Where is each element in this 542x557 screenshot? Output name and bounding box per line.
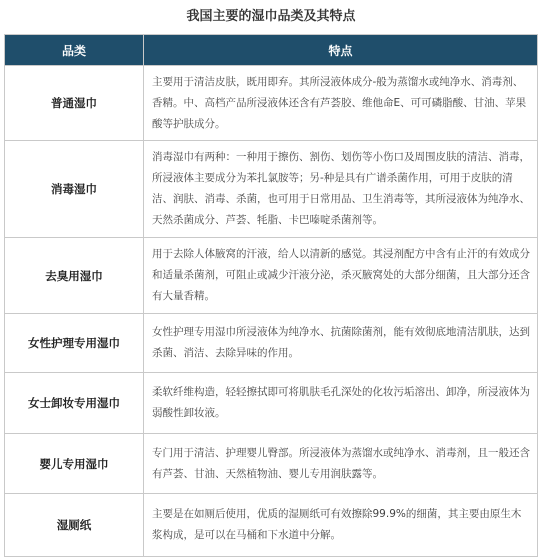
- description-cell: 主要用于清洁皮肤，既用即弃。其所浸液体成分-般为蒸馏水或纯净水、消毒剂、香精。中、高档产品所浸液体还含有芦荟胶、维他命E、可可磷脂酸、甘油、苹果酸等护肤成分。: [144, 66, 538, 141]
- header-row: [5, 35, 538, 66]
- table-row: [5, 494, 538, 557]
- header-features: 特点: [144, 35, 538, 66]
- category-cell: 女士卸妆专用湿巾: [5, 373, 144, 434]
- table-title: 我国主要的湿巾品类及其特点: [186, 9, 356, 24]
- category-cell: 普通湿巾: [5, 66, 144, 141]
- description-cell: 消毒湿巾有两种：一种用于擦伤、割伤、划伤等小伤口及周围皮肤的清洁、消毒，所浸液体主要成分为苯扎氯胺等；另-种是具有广谱杀菌作用，可用于皮肤的清洁、润肤、消毒、杀菌，也可用于日常用品、卫生消毒等，其所浸液体为纯净水、天然杀菌成分、芦荟、牦脂、卡巴嗪啶杀菌剂等。: [144, 141, 538, 238]
- description-cell: 用于去除人体腋窝的汗液，给人以清新的感觉。其浸剂配方中含有止汗的有效成分和适量杀菌剂，可阻止或减少汗液分泌，杀灭腋窝处的大部分细菌，且大部分还含有大量香精。: [144, 238, 538, 314]
- table-row: [5, 141, 538, 238]
- category-cell: 女性护理专用湿巾: [5, 314, 144, 373]
- category-cell: 去臭用湿巾: [5, 238, 144, 314]
- table-row: [5, 314, 538, 373]
- category-cell: 消毒湿巾: [5, 141, 144, 238]
- category-cell: 婴儿专用湿巾: [5, 434, 144, 494]
- table-body: [5, 66, 538, 557]
- description-cell: 柔软纤维构造，轻轻擦拭即可将肌肤毛孔深处的化妆污垢溶出、卸净，所浸液体为弱酸性卸妆液。: [144, 373, 538, 434]
- category-cell: 湿厕纸: [5, 494, 144, 557]
- wipes-table: [4, 34, 538, 557]
- header-category: 品类: [5, 35, 144, 66]
- description-cell: 女性护理专用湿巾所浸液体为纯净水、抗菌除菌剂，能有效彻底地清洁肌肤，达到杀菌、消洁、去除异味的作用。: [144, 314, 538, 373]
- table-row: [5, 373, 538, 434]
- table-row: [5, 238, 538, 314]
- table-header: [5, 35, 538, 66]
- description-cell: 专门用于清洁、护理婴儿臀部。所浸液体为蒸馏水或纯净水、消毒剂，且一般还含有芦荟、甘油、天然植物油、婴儿专用润肤露等。: [144, 434, 538, 494]
- description-cell: 主要是在如厕后使用，优质的湿厕纸可有效擦除99.9%的细菌，其主要由原生木浆构成，是可以在马桶和下水道中分解。: [144, 494, 538, 557]
- table-row: [5, 66, 538, 141]
- table-row: [5, 434, 538, 494]
